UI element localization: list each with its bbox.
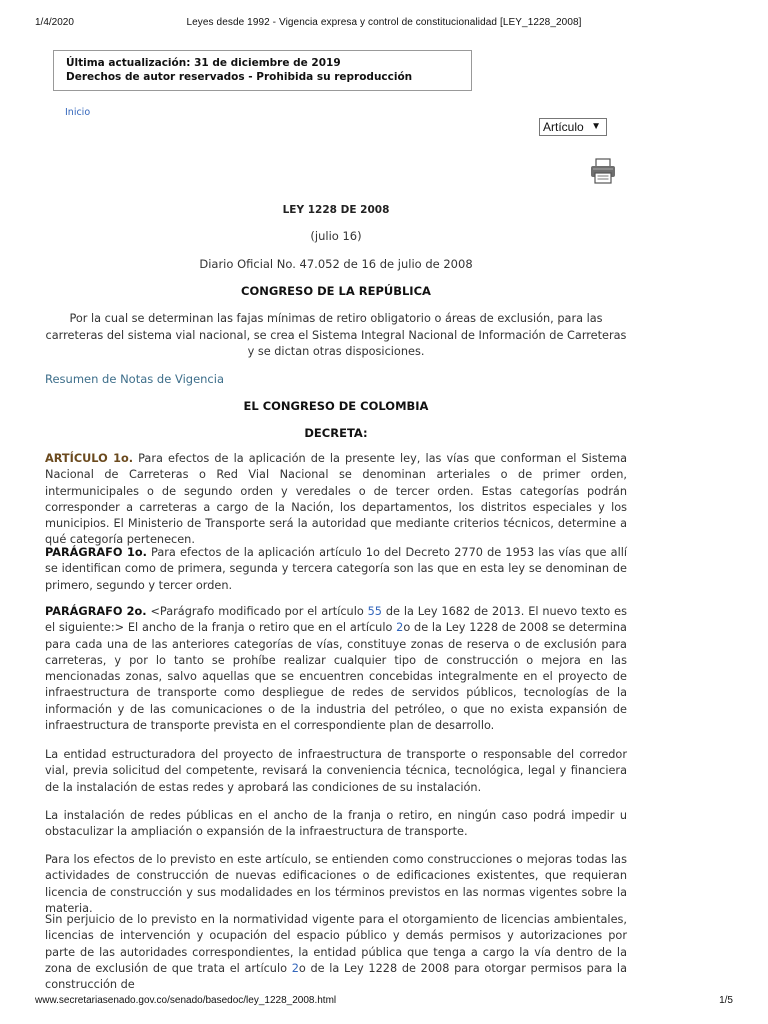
last-update-text: Última actualización: 31 de diciembre de 2019 bbox=[66, 57, 341, 69]
paragraph-entidad: La entidad estructuradora del proyecto de infraestructura de transporte o responsable del corredor vial, previa solicitud del competente, revisará la conveniencia técnica, tecnológica, legal y financiera de la instalación de estas redes y aprobará las condiciones de su instalación. bbox=[45, 748, 627, 794]
paragrafo-1-label: PARÁGRAFO 1o. bbox=[45, 546, 147, 559]
law-date: (julio 16) bbox=[310, 229, 362, 243]
print-footer bbox=[0, 995, 768, 1009]
paragrafo-2-text-a: <Parágrafo modificado por el artículo bbox=[146, 605, 368, 618]
articulo-1-text: Para efectos de la aplicación de la presente ley, las vías que conforman el Sistema Nacional de Carreteras o Red Vial Nacional se denominan arteriales o de primer orden, intermunicipales o de segundo orden y veredales o de tercer orden. Estas categorías podrán corresponder a carreteras a cargo de la Nación, los departamentos, los distritos especiales y los municipios. El Ministerio de Transporte será la autoridad que mediante criterios técnicos, determine a qué categoría pertenecen. bbox=[45, 452, 627, 547]
chevron-down-icon: ▼ bbox=[591, 121, 601, 132]
update-notice-box bbox=[53, 50, 472, 91]
paragraph-permisos-text-a: Sin perjuicio de lo previsto en la normatividad vigente para el otorgamiento de licencias ambientales, licencias de intervención y ocupación del espacio público y demás permisos y autorizaciones por parte de las autoridades correspondientes, la entidad pública que tenga a cargo la vía dentro de la zona de exclusión de que trata el artículo bbox=[45, 913, 627, 975]
paragraph-permisos-text-b: o de la Ley 1228 de 2008 para otorgar permisos para la construcción de bbox=[45, 961, 627, 992]
articulo-1 bbox=[45, 451, 627, 549]
paragrafo-1 bbox=[45, 545, 627, 594]
paragrafo-2-label: PARÁGRAFO 2o. bbox=[45, 605, 147, 618]
articulo-1-label[interactable]: ARTÍCULO 1o. bbox=[45, 452, 134, 465]
print-date: 1/4/2020 bbox=[35, 17, 74, 28]
paragraph-instalacion: La instalación de redes públicas en el ancho de la franja o retiro, en ningún caso podrá impedir u obstaculizar la ampliación o expansión de la infraestructura de transporte. bbox=[45, 809, 627, 839]
issuer-heading: CONGRESO DE LA REPÚBLICA bbox=[241, 284, 431, 298]
law-objeto: Por la cual se determinan las fajas mínimas de retiro obligatorio o áreas de exclusión, para las carreteras del sistema vial nacional, se crea el Sistema Integral Nacional de Información de Carreteras y se dictan otras disposiciones. bbox=[45, 312, 627, 358]
paragraph-permisos bbox=[45, 912, 627, 992]
printer-icon[interactable] bbox=[589, 157, 617, 185]
resumen-notas-link[interactable]: Resumen de Notas de Vigencia bbox=[45, 372, 224, 386]
inicio-link[interactable]: Inicio bbox=[65, 107, 91, 118]
article-select-value: Artículo bbox=[543, 120, 584, 134]
enacting-heading: EL CONGRESO DE COLOMBIA bbox=[243, 399, 429, 413]
article-select[interactable] bbox=[539, 118, 607, 136]
copyright-text: Derechos de autor reservados - Prohibida su reproducción bbox=[66, 71, 413, 83]
ley-1682-art-55-link[interactable]: 55 bbox=[367, 605, 382, 618]
paragrafo-2 bbox=[45, 604, 627, 734]
paragraph-construcciones: Para los efectos de lo previsto en este artículo, se entienden como construcciones o mejoras todas las actividades de construcción de nuevas edificaciones o de edificaciones existentes, que requieran licencia de construcción y sus modalidades en los términos previstos en las normas vigentes sobre la materia. bbox=[45, 853, 627, 915]
paragrafo-1-text: Para efectos de la aplicación artículo 1o del Decreto 2770 de 1953 las vías que allí se identifican como de primera, segunda y tercera categoría son las que en esta ley se denominan de primero, segundo y tercer orden. bbox=[45, 546, 627, 592]
print-page-number: 1/5 bbox=[719, 995, 733, 1006]
print-page-title: Leyes desde 1992 - Vigencia expresa y control de constitucionalidad [LEY_1228_2008] bbox=[186, 17, 582, 28]
law-title: LEY 1228 DE 2008 bbox=[282, 204, 390, 216]
diario-oficial: Diario Oficial No. 47.052 de 16 de julio de 2008 bbox=[199, 257, 473, 271]
print-header bbox=[0, 17, 768, 31]
paragrafo-2-text-c: o de la Ley 1228 de 2008 se determina para cada una de las anteriores categorías de vías, constituye zonas de reserva o de exclusión para carreteras, y por lo tanto se prohíbe realizar cualquier tipo de construcción o mejora en las mencionadas zonas, salvo aquellas que se encuentren concebidas integralmente en el proyecto de infraestructura de transporte como despliegue de redes de servidos públicos, tecnologías de la información y de las comunicaciones o de la industria del petróleo, o que no exista expansión de infraestructura de transporte prevista en el correspondiente plan de desarrollo. bbox=[45, 621, 627, 733]
articulo-2-link-2[interactable]: 2 bbox=[291, 961, 299, 975]
decreta-heading: DECRETA: bbox=[304, 426, 368, 440]
print-url: www.secretariasenado.gov.co/senado/basedoc/ley_1228_2008.html bbox=[35, 995, 337, 1006]
articulo-2-link[interactable]: 2 bbox=[396, 621, 404, 635]
paragrafo-2-text-b: de la Ley 1682 de 2013. El nuevo texto es el siguiente:> El ancho de la franja o retiro que en el artículo bbox=[45, 605, 627, 635]
